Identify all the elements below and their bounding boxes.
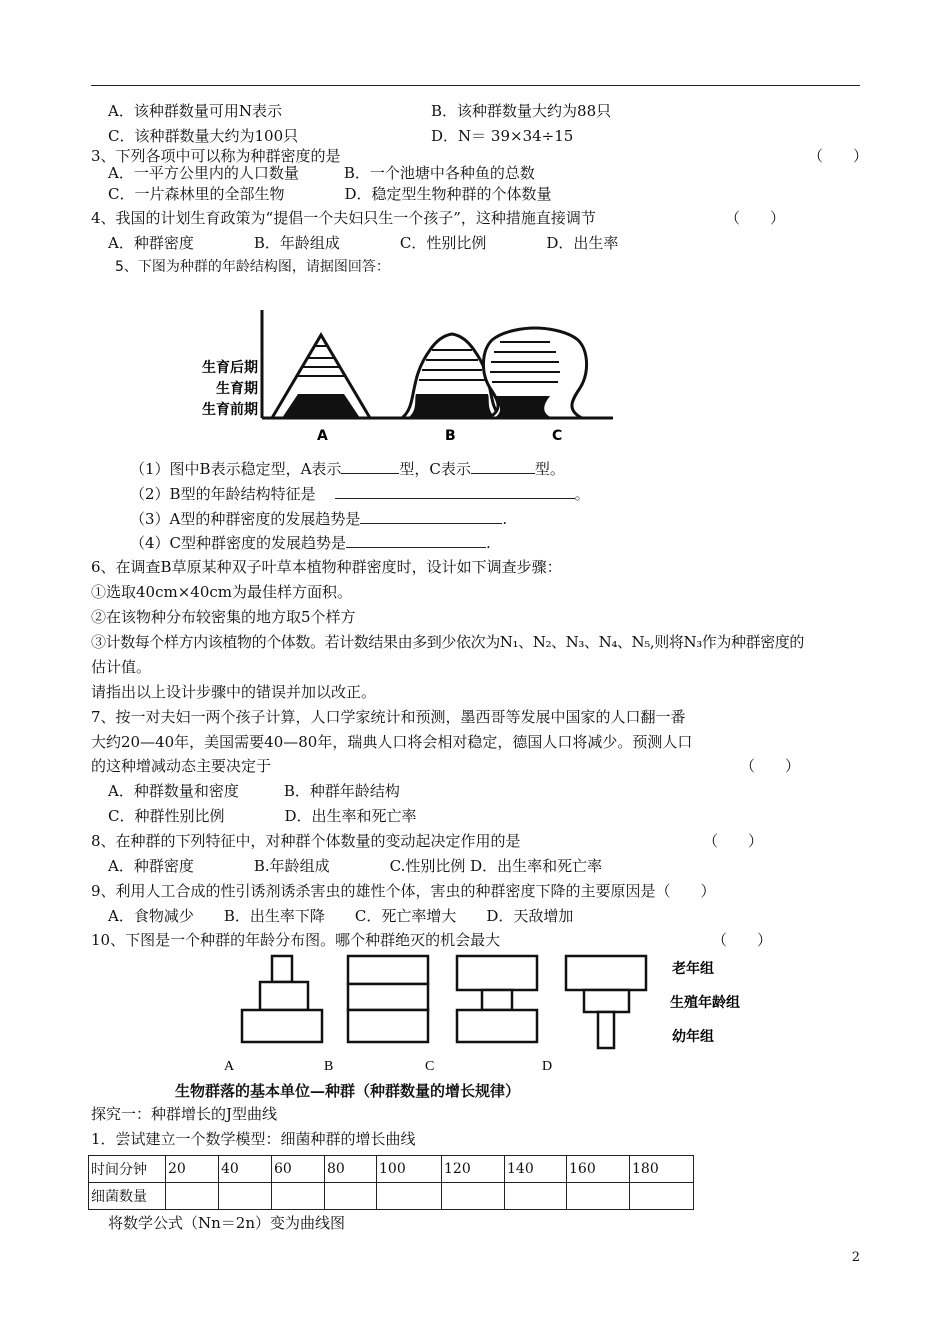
pyramid-c [483,328,586,418]
q5-sub2: （2）B型的年龄结构特征是 。 [130,485,590,503]
table-cell: 100 [377,1156,442,1183]
table-cell [325,1183,377,1210]
fig10-a-old [272,956,292,982]
table-cell: 140 [505,1156,567,1183]
q7-answer-paren: （ ） [740,757,801,775]
q4-options: A．种群密度 B．年龄组成 C．性别比例 D．出生率 [108,234,619,252]
q5-sub1: （1）图中B表示稳定型，A表示 型，C表示 型。 [130,460,565,478]
table-row [89,1183,694,1210]
table-row [89,1156,694,1183]
q7-options-ab: A．种群数量和密度 B．种群年龄结构 [108,782,400,800]
q8-stem: 8、在种群的下列特征中，对种群个体数量的变动起决定作用的是 [91,832,521,850]
q6-ask: 请指出以上设计步骤中的错误并加以改正。 [91,683,377,701]
table-cell: 80 [325,1156,377,1183]
fig10-c-old [457,956,537,990]
fig10-a-repro [260,982,308,1010]
q7-line1: 7、按一对夫妇一两个孩子计算，人口学家统计和预测，墨西哥等发展中国家的人口翻一番 [91,708,686,726]
table-cell: 180 [630,1156,694,1183]
fig10-c-repro [482,990,512,1010]
q8-answer-paren: （ ） [703,832,764,850]
table-cell: 20 [166,1156,219,1183]
age-pyramid-figure [170,300,620,448]
table-cell: 40 [219,1156,272,1183]
option-c: C．该种群数量大约为100只 [108,127,299,145]
q9-options: A．食物减少 B．出生率下降 C．死亡率增大 D．天敌增加 [108,907,574,925]
q4-answer-paren: （ ） [725,209,786,227]
fig10-b-repro [348,984,428,1010]
q5-sub4: （4）C型种群密度的发展趋势是 . [130,534,491,552]
q10-stem: 10、下图是一个种群的年龄分布图。哪个种群绝灭的机会最大 [91,931,501,949]
q4-stem: 4、我国的计划生育政策为“提倡一个夫妇只生一个孩子”，这种措施直接调节 [91,209,596,227]
formula-note: 将数学公式（Nn＝2n）变为曲线图 [108,1214,345,1232]
section-title: 生物群落的基本单位—种群（种群数量的增长规律） [175,1082,521,1100]
table-cell: 时间分钟 [89,1156,166,1183]
table-cell [166,1183,219,1210]
q3-options-cd: C．一片森林里的全部生物 D．稳定型生物种群的个体数量 [108,185,552,203]
option-b: B．该种群数量大约为88只 [431,102,612,120]
q8-options: A．种群密度 B.年龄组成 C.性别比例 D．出生率和死亡率 [108,857,603,875]
q6-step3-cont: 估计值。 [91,658,152,676]
table-cell: 120 [442,1156,505,1183]
q9-stem: 9、利用人工合成的性引诱剂诱杀害虫的雄性个体，害虫的种群密度下降的主要原因是（ ） [91,882,716,900]
q7-options-cd: C．种群性别比例 D．出生率和死亡率 [108,807,417,825]
explore-heading: 探究一：种群增长的J型曲线 [91,1105,278,1123]
header-rule [91,85,860,86]
q10-answer-paren: （ ） [712,931,773,949]
fig10-letter-a: A [224,1059,235,1074]
fig10-c-young [457,1010,537,1042]
q6-step2: ②在该物种分布较密集的地方取5个样方 [91,608,356,626]
bacteria-table [88,1155,694,1210]
q3-stem: 3、下列各项中可以称为种群密度的是 [91,147,341,165]
q5-sub3: （3）A型的种群密度的发展趋势是 . [130,510,508,528]
fig10-letter-d: D [542,1059,553,1074]
table-cell [272,1183,325,1210]
fig10-d-repro [584,990,629,1012]
page-number: 2 [851,1250,860,1265]
table-cell [567,1183,630,1210]
fig10-d-old [566,956,646,990]
fig10-letter-c: C [425,1059,435,1074]
figure-type-c: C [552,428,563,444]
q7-line2: 大约20—40年，美国需要40—80年，瑞典人口将会相对稳定，德国人口将减少。预测人口 [91,733,693,751]
table-cell [219,1183,272,1210]
figure-label-early: 生育前期 [202,402,258,418]
table-cell: 60 [272,1156,325,1183]
fig10-legend-young: 幼年组 [672,1029,714,1045]
table-cell [630,1183,694,1210]
q6-stem: 6、在调查B草原某种双子叶草本植物种群密度时，设计如下调查步骤： [91,558,562,576]
pyramid-a [272,335,370,418]
q3-answer-paren: （ ） [808,147,869,165]
model-item: 1．尝试建立一个数学模型：细菌种群的增长曲线 [91,1130,416,1148]
q3-options-ab: A．一平方公里内的人口数量 B．一个池塘中各种鱼的总数 [108,164,535,182]
fig10-legend-repro: 生殖年龄组 [670,995,740,1011]
option-d: D．N＝ 39×34÷15 [431,127,574,145]
table-cell [442,1183,505,1210]
age-distribution-figure [220,950,780,1075]
figure-label-mid: 生育期 [216,381,258,397]
fig10-letter-b: B [324,1059,334,1074]
fig10-a-young [242,1010,322,1042]
fig10-legend-old: 老年组 [672,961,714,977]
q5-stem: 5、下图为种群的年龄结构图，请据图回答： [115,259,390,275]
table-cell: 细菌数量 [89,1183,166,1210]
table-cell [377,1183,442,1210]
table-cell [505,1183,567,1210]
figure-type-a: A [317,428,328,444]
option-a: A．该种群数量可用N表示 [108,102,282,120]
fig10-b-old [348,956,428,984]
q6-step3: ③计数每个样方内该植物的个体数。若计数结果由多到少依次为N₁、N₂、N₃、N₄、N₅,则将N₃作为种群密度的 [91,633,805,651]
figure-label-late: 生育后期 [202,360,258,376]
q6-step1: ①选取40cm×40cm为最佳样方面积。 [91,583,352,601]
q7-line3: 的这种增减动态主要决定于 [91,757,272,775]
fig10-b-young [348,1010,428,1042]
figure-type-b: B [445,428,456,444]
fig10-d-young [598,1012,614,1048]
table-cell: 160 [567,1156,630,1183]
